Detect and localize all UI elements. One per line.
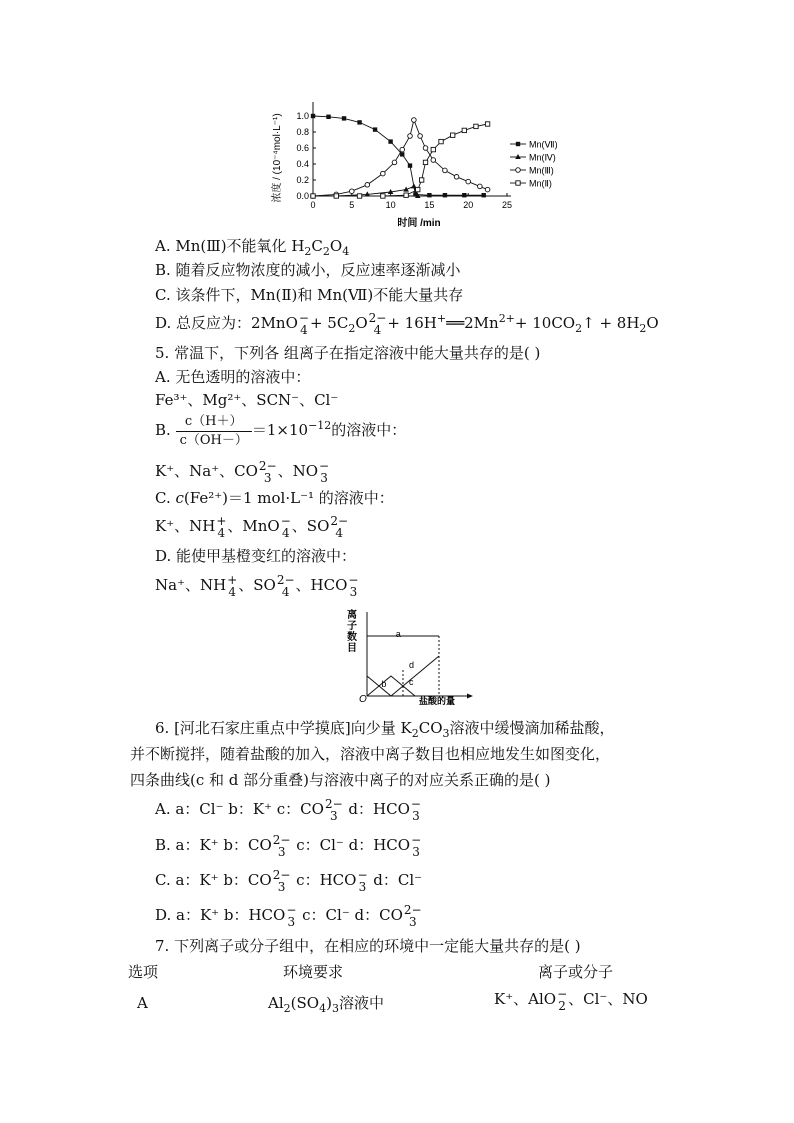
chart2-line-label: a — [395, 629, 401, 639]
chart1-data-point — [427, 193, 431, 197]
q5-option-d-ions: Na⁺、NH + 4 、SO 2− 4 、HCO − 3 — [155, 573, 359, 599]
chart1-data-point — [326, 115, 330, 119]
chart1-xtick-label: 0 — [310, 200, 316, 210]
chart1-ytick-label: 1.0 — [296, 111, 309, 121]
chart1-data-point — [443, 193, 447, 197]
q4-option-a[interactable]: A. Mn(Ⅲ)不能氧化 $H_2C_2O_4$ — [155, 237, 350, 258]
chart1-xtick-label: 25 — [501, 200, 513, 210]
legend-marker — [516, 168, 521, 173]
chart1-data-point — [334, 194, 338, 198]
chart1-data-point — [423, 146, 428, 151]
table-header-environment: 环境要求 — [283, 963, 344, 981]
chart1-data-point — [408, 163, 412, 167]
q4-option-c[interactable]: C. 该条件下，Mn(Ⅱ)和 Mn(Ⅶ)不能大量共存 — [155, 286, 464, 304]
chart1-data-point — [462, 128, 466, 132]
chart1-data-point — [450, 133, 454, 137]
chart1-data-point — [439, 139, 443, 143]
chart1-data-point — [462, 193, 466, 197]
chart1-data-point — [350, 189, 355, 194]
chart2-ylabel-char: 子 — [347, 621, 357, 632]
chart1-xtick-label: 20 — [463, 200, 474, 210]
chart2-line-label: b — [381, 679, 387, 689]
ion-count-chart — [345, 608, 475, 706]
chart2-ylabel-char: 目 — [347, 643, 357, 654]
chart2-xlabel: 盐酸的量 — [418, 696, 456, 706]
chart1-data-point — [388, 139, 392, 143]
q7-stem: 7. 下列离子或分子组中，在相应的环境中一定能大量共存的是( ) — [155, 937, 581, 955]
q5-stem: 5. 常温下，下列各 组离子在指定溶液中能大量共存的是( ) — [155, 344, 541, 362]
chart1-xtick-label: 10 — [385, 200, 396, 210]
chart1-data-point — [423, 160, 427, 164]
chart2-ylabel-char: 数 — [347, 632, 357, 643]
chart1-xtick-label: 15 — [424, 200, 435, 210]
chart1-data-point — [404, 193, 408, 197]
chart1-ytick-label: 0.2 — [296, 175, 309, 185]
chart1-xtick-label: 5 — [349, 200, 355, 210]
chart1-series-3 — [311, 122, 490, 198]
q6-stem-line2: 并不断搅拌，随着盐酸的加入，溶液中离子数目也相应地发生如图变化， — [130, 745, 611, 763]
q4-option-d[interactable]: D. 总反应为：2MnO − 4 + $5C_2O$ 2− 4 + $16H^+══2Mn^{2+}+$ $10CO_2↑ + 8H_2O$ — [155, 311, 659, 337]
table-header-option: 选项 — [128, 963, 159, 981]
chart1-data-point — [478, 184, 483, 189]
q6-stem-line1: 6. [河北石家庄重点中学摸底]向少量 $K_2CO_3$溶液中缓慢滴加稀盐酸， — [155, 719, 615, 740]
table-row-a-option[interactable]: A — [137, 994, 148, 1012]
chart1-data-point — [454, 175, 459, 180]
q4-option-b[interactable]: B. 随着反应物浓度的减小，反应速率逐渐减小 — [155, 261, 461, 279]
legend-label: Mn(Ⅲ) — [529, 165, 554, 176]
concentration-time-chart — [268, 98, 568, 230]
legend-marker — [516, 142, 520, 146]
chart1-series — [310, 114, 490, 199]
chart2-origin: O — [359, 694, 367, 705]
chart1-data-point — [485, 122, 489, 126]
chart2-ylabel — [347, 608, 357, 654]
chart1-data-point — [443, 168, 448, 173]
chart1-legend — [510, 140, 558, 189]
q5-option-c[interactable]: C. c(Fe²⁺)＝1 mol·L⁻¹ 的溶液中： — [155, 489, 394, 507]
chart1-ylabel: 浓度 / (10⁻⁴mol·L⁻¹) — [272, 113, 283, 203]
chart1-ytick-label: 0.0 — [296, 191, 309, 201]
chart1-data-point — [381, 171, 386, 176]
chart1-data-point — [431, 158, 436, 163]
q5-option-a-ions: Fe³⁺、Mg²⁺、SCN⁻、Cl⁻ — [155, 391, 339, 409]
chart1-data-point — [466, 179, 471, 184]
chart1-ytick-label: 0.8 — [296, 127, 309, 137]
chart2-x-arrow — [467, 694, 473, 699]
hydrogen-ratio-fraction: $\frac{c(H+)}{c(OH-)}$ — [176, 413, 252, 450]
chart1-data-point — [418, 134, 423, 139]
chart1-data-point — [392, 160, 397, 165]
chart1-xlabel: 时间 /min — [397, 218, 441, 229]
chart1-data-point — [474, 124, 478, 128]
chart1-data-point — [416, 187, 420, 191]
chart1-data-point — [412, 118, 417, 123]
chart1-data-point — [311, 194, 315, 198]
chart1-data-point — [365, 183, 370, 188]
q5-option-a[interactable]: A. 无色透明的溶液中： — [155, 368, 311, 386]
chart2-line-label: d — [409, 660, 415, 670]
legend-marker — [515, 154, 521, 159]
table-row-a-environment: $Al_2(SO_4)_3$溶液中 — [268, 994, 384, 1015]
legend-label: Mn(Ⅳ) — [529, 152, 556, 163]
chart1-data-point — [482, 193, 486, 197]
legend-label: Mn(Ⅱ) — [529, 178, 552, 189]
chart2-line-d — [391, 656, 439, 696]
chart1-data-point — [342, 116, 346, 120]
chart2-line-c — [367, 676, 415, 696]
legend-marker — [516, 181, 520, 185]
q6-option-a[interactable]: A. a：Cl⁻ b：K⁺ c：CO 2− 3 d：HCO − 3 — [155, 797, 421, 823]
chart1-data-point — [311, 114, 315, 118]
chart1-data-point — [400, 147, 405, 152]
q5-option-c-ions: K⁺、NH + 4 、MnO − 4 、SO 2− 4 — [155, 514, 349, 540]
chart1-data-point — [485, 187, 490, 192]
chart1-data-point — [357, 194, 361, 198]
chart2-ylabel-char: 离 — [347, 610, 357, 621]
chart1-data-point — [381, 194, 385, 198]
q6-option-b[interactable]: B. a：K⁺ b：CO 2− 3 c：Cl⁻ d：HCO − 3 — [155, 833, 422, 859]
chart1-series-line — [313, 124, 488, 196]
q6-option-c[interactable]: C. a：K⁺ b：CO 2− 3 c：HCO − 3 d：Cl⁻ — [155, 868, 423, 894]
chart2-line-label: c — [409, 677, 414, 687]
chart1-data-point — [357, 120, 361, 124]
chart1-data-point — [408, 134, 413, 139]
legend-label: Mn(Ⅶ) — [529, 139, 558, 150]
chart1-data-point — [431, 147, 435, 151]
chart1-data-point — [373, 127, 377, 131]
chart2-lines — [367, 629, 439, 696]
table-row-a-ions: K⁺、AlO − 2 、Cl⁻、NO — [494, 987, 648, 1013]
chart1-data-point — [419, 178, 423, 182]
q5-option-b-ions: K⁺、Na⁺、CO 2− 3 、NO − 3 — [155, 459, 330, 485]
chart1-ytick-label: 0.4 — [296, 159, 309, 169]
q6-stem-line3: 四条曲线(c 和 d 部分重叠)与溶液中离子的对应关系正确的是( ) — [130, 771, 551, 789]
chart1-ytick-label: 0.6 — [296, 143, 309, 153]
q5-option-d[interactable]: D. 能使甲基橙变红的溶液中： — [155, 547, 357, 565]
table-header-ions: 离子或分子 — [538, 963, 614, 981]
q5-option-b[interactable]: B. $\frac{c(H+)}{c(OH-)}$ $=1\times 10^{-12}$的溶液中： — [155, 413, 407, 448]
q6-option-d[interactable]: D. a：K⁺ b：HCO − 3 c：Cl⁻ d：CO 2− 3 — [155, 903, 422, 929]
